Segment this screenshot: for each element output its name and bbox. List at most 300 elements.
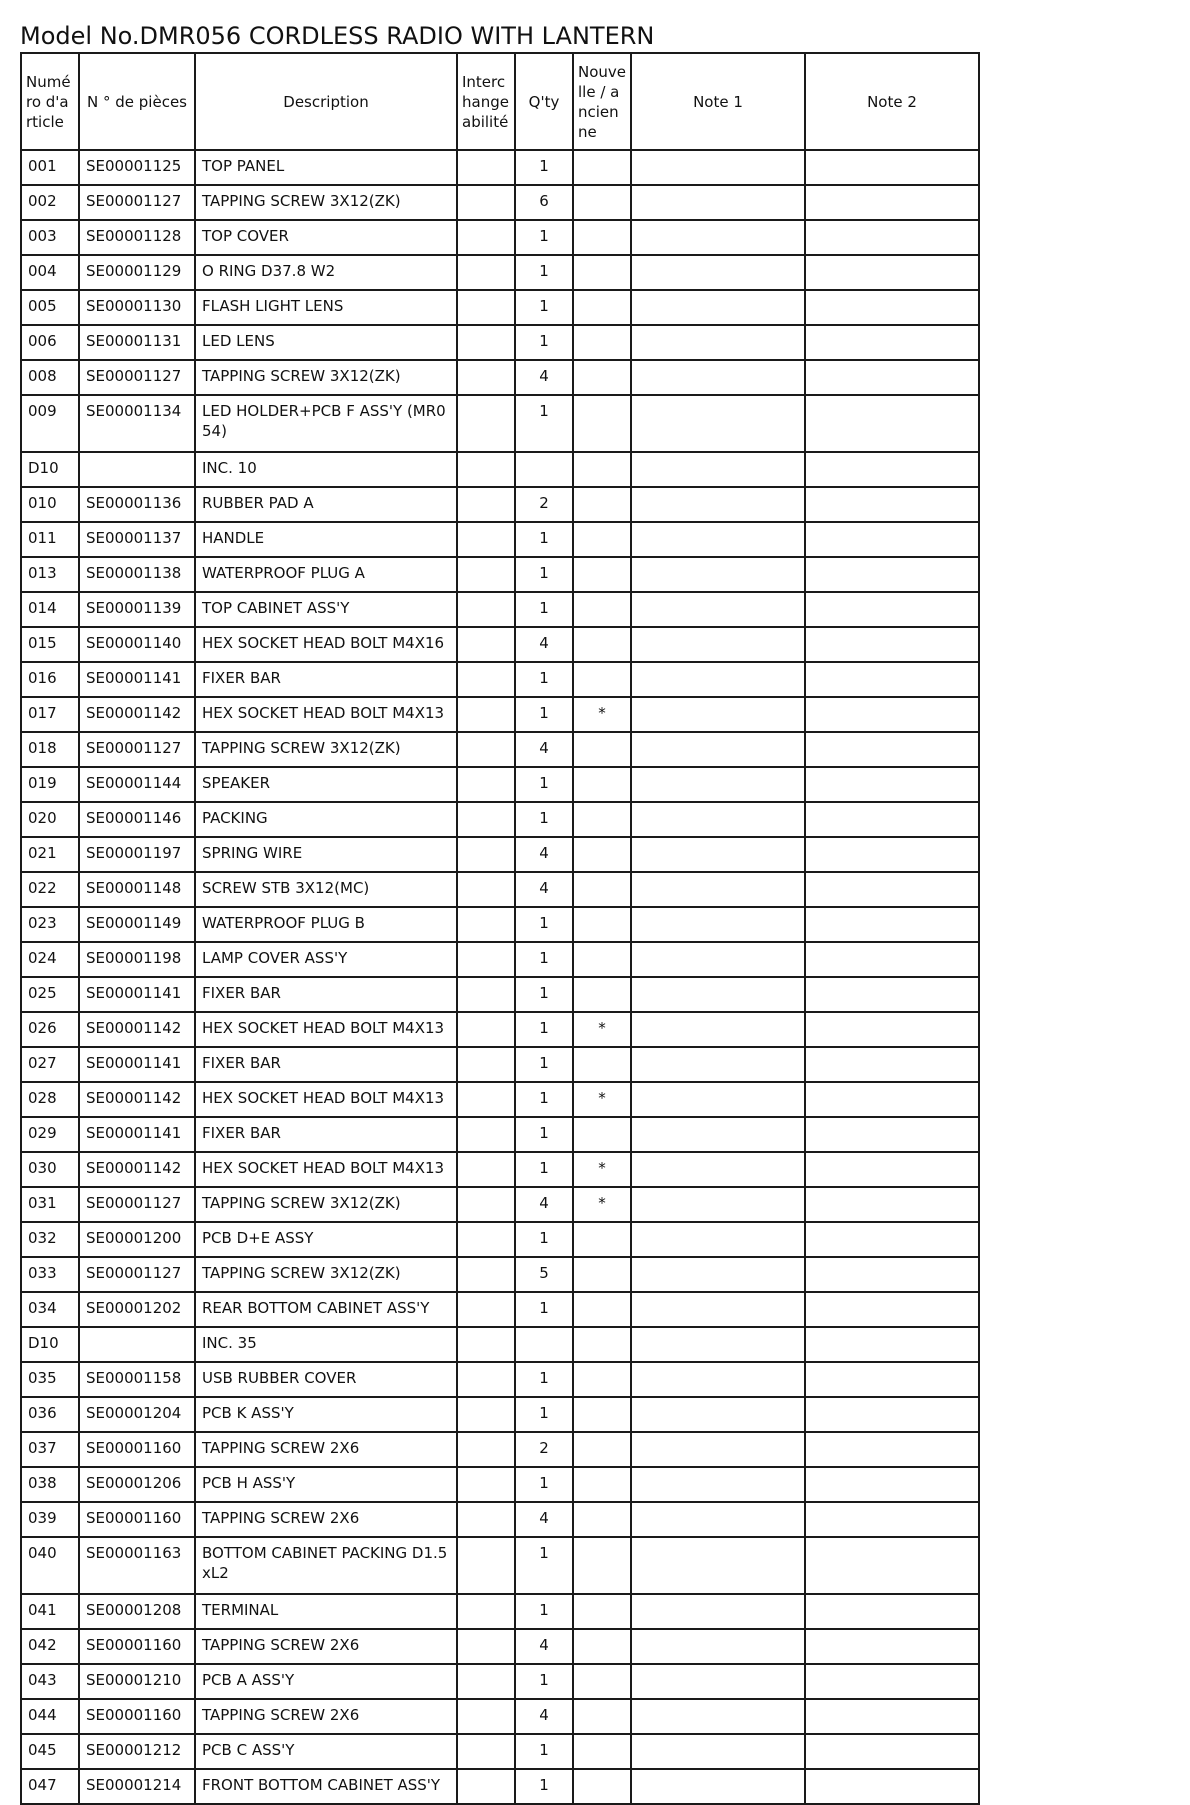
description-cell: RUBBER PAD A [195, 487, 457, 522]
interchangeability-cell [457, 290, 515, 325]
quantity-cell: 1 [515, 1734, 573, 1769]
interchangeability-cell [457, 1012, 515, 1047]
note-1-cell [631, 977, 805, 1012]
note-1-cell [631, 1467, 805, 1502]
interchangeability-cell [457, 1117, 515, 1152]
description-cell: TAPPING SCREW 3X12(ZK) [195, 732, 457, 767]
note-2-cell [805, 1012, 979, 1047]
description-cell: PCB K ASS'Y [195, 1397, 457, 1432]
new-old-cell [573, 802, 631, 837]
note-2-cell [805, 1432, 979, 1467]
item-number-cell: 035 [21, 1362, 79, 1397]
note-1-cell [631, 1664, 805, 1699]
part-number-cell: SE00001200 [79, 1222, 195, 1257]
table-row [21, 1187, 979, 1222]
new-old-cell [573, 1362, 631, 1397]
table-row [21, 732, 979, 767]
quantity-cell: 1 [515, 1012, 573, 1047]
quantity-cell [515, 1327, 573, 1362]
table-row [21, 662, 979, 697]
new-old-cell [573, 1734, 631, 1769]
note-1-cell [631, 1397, 805, 1432]
new-old-cell [573, 662, 631, 697]
new-old-cell [573, 1397, 631, 1432]
interchangeability-cell [457, 1502, 515, 1537]
item-number-cell: 038 [21, 1467, 79, 1502]
note-1-cell [631, 557, 805, 592]
note-2-cell [805, 522, 979, 557]
description-cell: FIXER BAR [195, 1117, 457, 1152]
description-cell: INC. 10 [195, 452, 457, 487]
quantity-cell: 1 [515, 662, 573, 697]
note-2-cell [805, 1327, 979, 1362]
new-old-cell [573, 255, 631, 290]
note-2-cell [805, 1152, 979, 1187]
table-row [21, 802, 979, 837]
note-2-cell [805, 1502, 979, 1537]
note-1-cell [631, 1152, 805, 1187]
interchangeability-cell [457, 592, 515, 627]
note-1-cell [631, 1629, 805, 1664]
part-number-cell: SE00001158 [79, 1362, 195, 1397]
quantity-cell: 5 [515, 1257, 573, 1292]
note-1-cell [631, 150, 805, 185]
note-1-cell [631, 1327, 805, 1362]
new-old-cell [573, 627, 631, 662]
note-2-cell [805, 487, 979, 522]
new-old-cell [573, 1047, 631, 1082]
description-cell: LED HOLDER+PCB F ASS'Y (MR054) [195, 395, 457, 452]
new-old-cell [573, 1537, 631, 1594]
interchangeability-cell [457, 1047, 515, 1082]
table-row [21, 1222, 979, 1257]
quantity-cell: 1 [515, 592, 573, 627]
part-number-cell: SE00001142 [79, 697, 195, 732]
note-2-cell [805, 907, 979, 942]
note-2-cell [805, 1467, 979, 1502]
note-1-cell [631, 732, 805, 767]
quantity-cell: 1 [515, 220, 573, 255]
header-note-1: Note 1 [631, 53, 805, 150]
quantity-cell: 4 [515, 732, 573, 767]
note-1-cell [631, 522, 805, 557]
item-number-cell: 016 [21, 662, 79, 697]
quantity-cell: 1 [515, 802, 573, 837]
quantity-cell: 4 [515, 1187, 573, 1222]
part-number-cell: SE00001204 [79, 1397, 195, 1432]
note-2-cell [805, 1734, 979, 1769]
new-old-cell [573, 767, 631, 802]
interchangeability-cell [457, 872, 515, 907]
table-row [21, 487, 979, 522]
note-2-cell [805, 592, 979, 627]
note-1-cell [631, 360, 805, 395]
quantity-cell: 1 [515, 1594, 573, 1629]
note-2-cell [805, 1082, 979, 1117]
item-number-cell: 010 [21, 487, 79, 522]
note-2-cell [805, 1257, 979, 1292]
item-number-cell: 024 [21, 942, 79, 977]
table-row [21, 325, 979, 360]
quantity-cell: 4 [515, 360, 573, 395]
item-number-cell: 033 [21, 1257, 79, 1292]
note-1-cell [631, 185, 805, 220]
description-cell: TAPPING SCREW 3X12(ZK) [195, 185, 457, 220]
note-2-cell [805, 1629, 979, 1664]
note-1-cell [631, 325, 805, 360]
description-cell: HEX SOCKET HEAD BOLT M4X16 [195, 627, 457, 662]
note-1-cell [631, 837, 805, 872]
note-2-cell [805, 395, 979, 452]
interchangeability-cell [457, 942, 515, 977]
item-number-cell: 036 [21, 1397, 79, 1432]
table-body [21, 150, 979, 1804]
description-cell: SPEAKER [195, 767, 457, 802]
interchangeability-cell [457, 1629, 515, 1664]
item-number-cell: 020 [21, 802, 79, 837]
interchangeability-cell [457, 185, 515, 220]
note-2-cell [805, 360, 979, 395]
quantity-cell: 1 [515, 942, 573, 977]
note-1-cell [631, 592, 805, 627]
item-number-cell: 019 [21, 767, 79, 802]
description-cell: TAPPING SCREW 2X6 [195, 1629, 457, 1664]
description-cell: BOTTOM CABINET PACKING D1.5xL2 [195, 1537, 457, 1594]
interchangeability-cell [457, 452, 515, 487]
description-cell: REAR BOTTOM CABINET ASS'Y [195, 1292, 457, 1327]
part-number-cell: SE00001127 [79, 1187, 195, 1222]
part-number-cell: SE00001128 [79, 220, 195, 255]
note-1-cell [631, 1537, 805, 1594]
new-old-cell [573, 1629, 631, 1664]
table-row [21, 1594, 979, 1629]
table-row [21, 220, 979, 255]
note-2-cell [805, 1187, 979, 1222]
description-cell: HANDLE [195, 522, 457, 557]
part-number-cell: SE00001160 [79, 1432, 195, 1467]
header-new-old: Nouvelle / ancienne [573, 53, 631, 150]
part-number-cell [79, 452, 195, 487]
item-number-cell: 032 [21, 1222, 79, 1257]
part-number-cell: SE00001146 [79, 802, 195, 837]
item-number-cell: 005 [21, 290, 79, 325]
description-cell: HEX SOCKET HEAD BOLT M4X13 [195, 697, 457, 732]
description-cell: O RING D37.8 W2 [195, 255, 457, 290]
quantity-cell: 1 [515, 255, 573, 290]
item-number-cell: 028 [21, 1082, 79, 1117]
item-number-cell: 045 [21, 1734, 79, 1769]
quantity-cell: 1 [515, 522, 573, 557]
note-1-cell [631, 697, 805, 732]
new-old-cell [573, 872, 631, 907]
part-number-cell: SE00001198 [79, 942, 195, 977]
new-old-cell [573, 1502, 631, 1537]
item-number-cell: 017 [21, 697, 79, 732]
part-number-cell: SE00001127 [79, 732, 195, 767]
item-number-cell: 006 [21, 325, 79, 360]
table-row [21, 1432, 979, 1467]
description-cell: TAPPING SCREW 3X12(ZK) [195, 360, 457, 395]
note-1-cell [631, 1222, 805, 1257]
header-item-number: Numéro d'article [21, 53, 79, 150]
description-cell: PCB C ASS'Y [195, 1734, 457, 1769]
quantity-cell: 1 [515, 1664, 573, 1699]
new-old-cell [573, 522, 631, 557]
note-1-cell [631, 487, 805, 522]
new-old-cell [573, 1292, 631, 1327]
part-number-cell: SE00001160 [79, 1629, 195, 1664]
note-2-cell [805, 1397, 979, 1432]
quantity-cell: 1 [515, 1292, 573, 1327]
description-cell: FIXER BAR [195, 977, 457, 1012]
interchangeability-cell [457, 1467, 515, 1502]
new-old-cell [573, 452, 631, 487]
table-row [21, 1629, 979, 1664]
quantity-cell: 4 [515, 627, 573, 662]
item-number-cell: 009 [21, 395, 79, 452]
description-cell: USB RUBBER COVER [195, 1362, 457, 1397]
item-number-cell: 042 [21, 1629, 79, 1664]
new-old-cell: * [573, 1152, 631, 1187]
interchangeability-cell [457, 837, 515, 872]
table-row [21, 1012, 979, 1047]
table-row [21, 872, 979, 907]
note-1-cell [631, 1257, 805, 1292]
new-old-cell [573, 837, 631, 872]
note-2-cell [805, 452, 979, 487]
note-2-cell [805, 325, 979, 360]
part-number-cell: SE00001141 [79, 662, 195, 697]
quantity-cell [515, 452, 573, 487]
table-row [21, 1734, 979, 1769]
item-number-cell: 023 [21, 907, 79, 942]
quantity-cell: 1 [515, 1467, 573, 1502]
quantity-cell: 4 [515, 872, 573, 907]
new-old-cell [573, 977, 631, 1012]
item-number-cell: 011 [21, 522, 79, 557]
item-number-cell: 022 [21, 872, 79, 907]
item-number-cell: 029 [21, 1117, 79, 1152]
item-number-cell: 001 [21, 150, 79, 185]
note-1-cell [631, 872, 805, 907]
new-old-cell [573, 325, 631, 360]
part-number-cell: SE00001197 [79, 837, 195, 872]
note-2-cell [805, 220, 979, 255]
new-old-cell [573, 360, 631, 395]
note-2-cell [805, 1047, 979, 1082]
interchangeability-cell [457, 1769, 515, 1804]
table-row [21, 1047, 979, 1082]
part-number-cell: SE00001130 [79, 290, 195, 325]
new-old-cell [573, 220, 631, 255]
note-1-cell [631, 907, 805, 942]
item-number-cell: 018 [21, 732, 79, 767]
part-number-cell: SE00001212 [79, 1734, 195, 1769]
note-2-cell [805, 942, 979, 977]
note-1-cell [631, 1292, 805, 1327]
part-number-cell: SE00001160 [79, 1699, 195, 1734]
table-row [21, 150, 979, 185]
quantity-cell: 1 [515, 1397, 573, 1432]
item-number-cell: 034 [21, 1292, 79, 1327]
description-cell: INC. 35 [195, 1327, 457, 1362]
table-row [21, 1502, 979, 1537]
note-2-cell [805, 1537, 979, 1594]
item-number-cell: 031 [21, 1187, 79, 1222]
interchangeability-cell [457, 627, 515, 662]
note-2-cell [805, 767, 979, 802]
part-number-cell: SE00001208 [79, 1594, 195, 1629]
table-row [21, 942, 979, 977]
part-number-cell: SE00001210 [79, 1664, 195, 1699]
description-cell: FLASH LIGHT LENS [195, 290, 457, 325]
quantity-cell: 1 [515, 1769, 573, 1804]
note-2-cell [805, 872, 979, 907]
description-cell: PCB D+E ASSY [195, 1222, 457, 1257]
description-cell: TAPPING SCREW 2X6 [195, 1432, 457, 1467]
interchangeability-cell [457, 732, 515, 767]
quantity-cell: 1 [515, 1362, 573, 1397]
note-1-cell [631, 1594, 805, 1629]
note-1-cell [631, 767, 805, 802]
interchangeability-cell [457, 557, 515, 592]
table-row [21, 1292, 979, 1327]
interchangeability-cell [457, 255, 515, 290]
interchangeability-cell [457, 1187, 515, 1222]
description-cell: LED LENS [195, 325, 457, 360]
part-number-cell: SE00001148 [79, 872, 195, 907]
parts-table [20, 52, 980, 1805]
interchangeability-cell [457, 1152, 515, 1187]
table-row [21, 1117, 979, 1152]
part-number-cell: SE00001136 [79, 487, 195, 522]
note-2-cell [805, 1222, 979, 1257]
item-number-cell: 025 [21, 977, 79, 1012]
item-number-cell: 002 [21, 185, 79, 220]
note-1-cell [631, 1502, 805, 1537]
description-cell: TAPPING SCREW 2X6 [195, 1502, 457, 1537]
part-number-cell: SE00001202 [79, 1292, 195, 1327]
interchangeability-cell [457, 395, 515, 452]
note-1-cell [631, 942, 805, 977]
interchangeability-cell [457, 1734, 515, 1769]
table-header-row [21, 53, 979, 150]
note-1-cell [631, 395, 805, 452]
interchangeability-cell [457, 1594, 515, 1629]
description-cell: TOP CABINET ASS'Y [195, 592, 457, 627]
table-row [21, 395, 979, 452]
page-title: Model No.DMR056 CORDLESS RADIO WITH LANTERN [20, 22, 655, 50]
quantity-cell: 1 [515, 697, 573, 732]
description-cell: FIXER BAR [195, 662, 457, 697]
note-2-cell [805, 1769, 979, 1804]
table-row [21, 837, 979, 872]
table-row [21, 627, 979, 662]
quantity-cell: 4 [515, 1502, 573, 1537]
new-old-cell [573, 1257, 631, 1292]
table-row [21, 522, 979, 557]
table-row [21, 907, 979, 942]
new-old-cell: * [573, 1012, 631, 1047]
quantity-cell: 2 [515, 1432, 573, 1467]
part-number-cell: SE00001214 [79, 1769, 195, 1804]
description-cell: LAMP COVER ASS'Y [195, 942, 457, 977]
new-old-cell [573, 592, 631, 627]
part-number-cell [79, 1327, 195, 1362]
table-row [21, 1699, 979, 1734]
interchangeability-cell [457, 1292, 515, 1327]
note-2-cell [805, 185, 979, 220]
table-row [21, 1397, 979, 1432]
note-1-cell [631, 290, 805, 325]
header-note-2: Note 2 [805, 53, 979, 150]
item-number-cell: 004 [21, 255, 79, 290]
new-old-cell [573, 1699, 631, 1734]
interchangeability-cell [457, 977, 515, 1012]
note-2-cell [805, 1664, 979, 1699]
quantity-cell: 1 [515, 1082, 573, 1117]
interchangeability-cell [457, 360, 515, 395]
table-row [21, 977, 979, 1012]
part-number-cell: SE00001127 [79, 1257, 195, 1292]
interchangeability-cell [457, 522, 515, 557]
note-2-cell [805, 802, 979, 837]
note-2-cell [805, 150, 979, 185]
note-2-cell [805, 1117, 979, 1152]
interchangeability-cell [457, 1397, 515, 1432]
new-old-cell [573, 185, 631, 220]
item-number-cell: 044 [21, 1699, 79, 1734]
new-old-cell: * [573, 1187, 631, 1222]
description-cell: TERMINAL [195, 1594, 457, 1629]
interchangeability-cell [457, 1432, 515, 1467]
quantity-cell: 1 [515, 1222, 573, 1257]
item-number-cell: 041 [21, 1594, 79, 1629]
description-cell: FRONT BOTTOM CABINET ASS'Y [195, 1769, 457, 1804]
note-2-cell [805, 732, 979, 767]
note-2-cell [805, 627, 979, 662]
part-number-cell: SE00001139 [79, 592, 195, 627]
part-number-cell: SE00001141 [79, 977, 195, 1012]
item-number-cell: 021 [21, 837, 79, 872]
item-number-cell: 037 [21, 1432, 79, 1467]
note-1-cell [631, 1699, 805, 1734]
description-cell: PCB A ASS'Y [195, 1664, 457, 1699]
quantity-cell: 1 [515, 767, 573, 802]
new-old-cell [573, 1769, 631, 1804]
quantity-cell: 4 [515, 1629, 573, 1664]
new-old-cell [573, 1467, 631, 1502]
note-1-cell [631, 1734, 805, 1769]
header-part-number: N ° de pièces [79, 53, 195, 150]
part-number-cell: SE00001142 [79, 1152, 195, 1187]
quantity-cell: 1 [515, 395, 573, 452]
new-old-cell [573, 1432, 631, 1467]
new-old-cell [573, 557, 631, 592]
item-number-cell: 015 [21, 627, 79, 662]
item-number-cell: 039 [21, 1502, 79, 1537]
part-number-cell: SE00001138 [79, 557, 195, 592]
part-number-cell: SE00001125 [79, 150, 195, 185]
part-number-cell: SE00001160 [79, 1502, 195, 1537]
description-cell: FIXER BAR [195, 1047, 457, 1082]
part-number-cell: SE00001137 [79, 522, 195, 557]
new-old-cell [573, 290, 631, 325]
note-1-cell [631, 1082, 805, 1117]
part-number-cell: SE00001206 [79, 1467, 195, 1502]
note-1-cell [631, 220, 805, 255]
header-interchangeability: Interchangeabilité [457, 53, 515, 150]
